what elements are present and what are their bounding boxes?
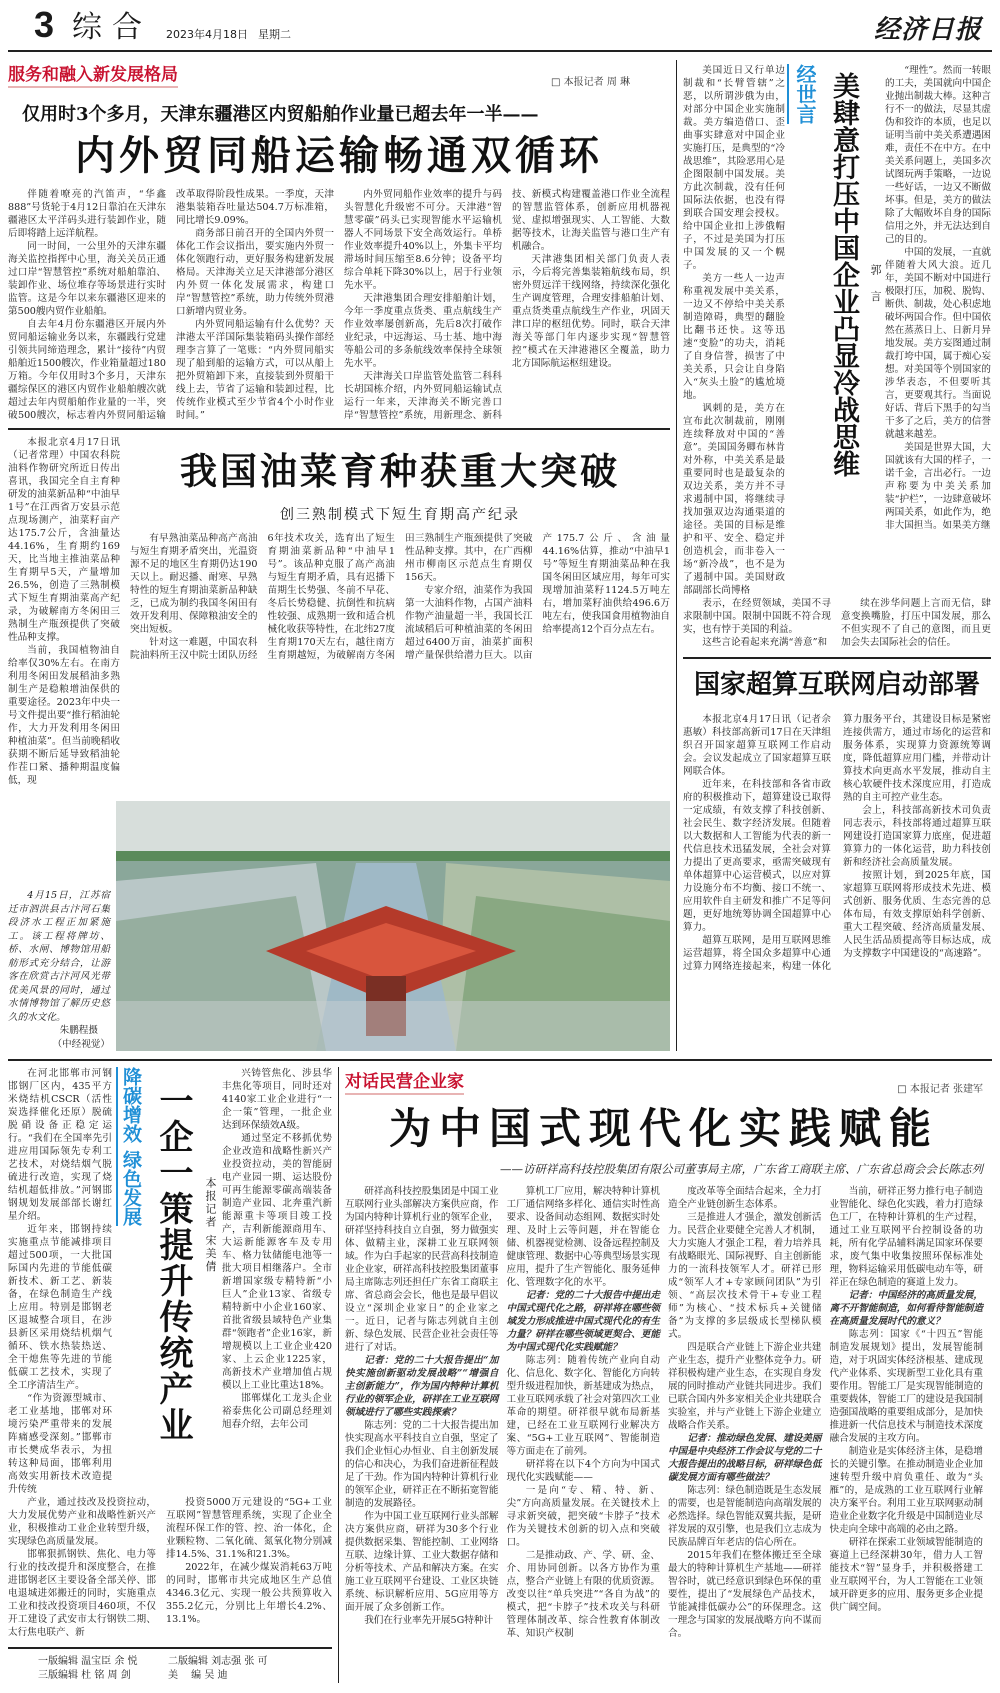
article-body xyxy=(683,713,991,973)
paragraph: “理性”。然而一转眼的工夫，美国就向中国企业抛出制裁大棒。这种言行不一的做法，尽显其虚伪和狡诈的本质，也足以证明当前中美关系遭遇困难，责任不在中方。在中美关系问题上，美国多次试图玩两手策略，一边说一些好话，一边又不断做坏事。但是，美方的做法除了大幅败坏自身的国际信用之外，并无法达到自己的目的。 xyxy=(885,65,991,245)
paragraph: 近年来，邯钢持续实施重点节能减排项目超过500项，一大批国际国内先进的节能低碳新技术、新工艺、新装备，在绿色制造生产线上应用。特别是邯钢老区退城整合项目，在涉县新区采用烧结机烟气循环、铁水热装热送、全干熄焦等先进的节能低碳工艺技术，实现了全工序清洁生产。 xyxy=(8,1224,112,1391)
paragraph: 同一时间，一公里外的天津东疆海关监控指挥中心里，海关关员正通过口岸“智慧管控”系统对船舶靠泊、装卸作业、场位堆存等场景进行实时监管。这是今年以来东疆港区迎来的第500艘内贸作业船舶。 xyxy=(8,241,166,317)
article-body-low2 xyxy=(166,1496,332,1639)
article-headline: 国家超算互联网启动部署 xyxy=(693,670,980,700)
page-section: 综合 xyxy=(72,10,153,45)
paragraph: 续在涉华问题上言而无信，肆意变换嘴脸，打压中国发展，那么不但实现不了自己的意图，而且更加会失去国际社会的信任。 xyxy=(841,598,991,648)
paragraph: 记者：中国经济的高质量发展，离不开智能制造，如何看待智能制造在高质量发展时代的意义？ xyxy=(829,1290,983,1327)
editor-line: 三版编辑 杜 铭 周 剑 xyxy=(38,1670,131,1681)
article-headline: 一企一策提升传统产业 xyxy=(153,1083,193,1443)
paragraph: 美国是世界大国，大国就该有大国的样子，一诺千金，言出必行。一边声称要为中美关系加装“护栏”，一边肆意破坏两国关系，如此作为，绝非大国担当。如果美方继 xyxy=(885,442,991,531)
paragraph: 算机工厂应用，解决特种计算机工厂通信网络多样化、通信实时性高要求、设备间动态组网、数据实时处理、及时上云等问题，并在智能仓储、机器视觉检测、设备远程控制及健康管理、数据中心等典型场景实现应用，提升了生产智能化、服务延伸化、管理数字化的水平。 xyxy=(506,1186,660,1288)
article-body-col2 xyxy=(222,1067,332,1496)
commentary xyxy=(683,64,991,597)
editor-line: 美 编 吴 迪 xyxy=(168,1670,228,1681)
article-body-col1 xyxy=(8,1067,112,1496)
editor-line: 二版编辑 刘志强 张 可 xyxy=(168,1656,268,1667)
paragraph: 作为中国工业互联网行业头部解决方案供应商，研祥为30多个行业提供数据采集、智能控制、工业网络互联、边缘计算、工业大数据存储和分析等技术、产品和解决方案。在实施工业互联网平台建设、工业区块链系统、标识解析应用、5G应用等方面开展了众多创新工作。 xyxy=(345,1511,499,1613)
rapeseed-main xyxy=(130,436,670,787)
photo-block xyxy=(8,801,670,1051)
byline: □ 本报记者 周 琳 xyxy=(551,77,630,88)
paragraph: 陈志列：绿色制造既是生态发展的需要，也是智能制造向高端发展的必然选择。绿色智能双翼共振，是研祥发展的双引擎，也是我们立志成为民族品牌百年老店的信心所在。 xyxy=(668,1485,822,1548)
paragraph: 在河北邯郸市河钢邯钢厂区内，435平方米烧结机CSCR（活性炭选择催化还原）脱硫脱硝设备正稳定运行。“我们在全国率先引进应用国际领先专利工艺技术，对烧结烟气脱硫进行改造，实现了烧结机超低排放。”河钢邯钢规划发展部部长谢红星介绍。 xyxy=(8,1068,112,1222)
paragraph: 超算互联网，是用互联网思维运营超算，将全国众多超算中心通过算力网络连接起来，构建一体化算力服务平台，其建设目标是紧密连接供需方，通过市场化的运营和服务体系，实现算力资源统筹调度，降低超算应用门槛，并带动计算技术向更高水平发展，推动自主核心软硬件技术深度应用，打造成熟的自主可控产业生态。 xyxy=(683,714,991,972)
paragraph: 陈志列：随着传统产业向自动化、信息化、数字化、智能化方向转型升级进程加快，新基建成为热点，工业互联网承载了社会对第四次工业革命的期望。研祥很早就布局新基建，已经在工业互联网行业解决方案、“5G+工业互联网”、智能制造等方面走在了前列。 xyxy=(506,1355,660,1457)
commentary-bottom-left xyxy=(683,597,831,649)
paragraph: 天津港集团相关部门负责人表示，今后将完善集装箱航线布局，织密外贸远洋干线网络，持续深化强化生产调度管理，合理安排船舶计划、重点货类重点航线生产作业，巩固天津口岸的枢纽优势。同时，联合天津海关等部门年内逐步实现“智慧管控”模式在天津港港区全覆盖，助力北方国际航运枢纽建设。 xyxy=(512,254,670,369)
byline: □ 本报记者 张建军 xyxy=(897,1084,983,1095)
editor-line: 一版编辑 温宝臣 余 悦 xyxy=(38,1656,138,1667)
commentary-left-col xyxy=(683,64,785,597)
article-kicker: 仅用时3个多月，天津东疆港区内贸船舶作业量已超去年一半—— xyxy=(22,104,539,125)
commentary-headline: 美肆意打压中国企业凸显冷战思维 xyxy=(828,72,859,477)
paragraph: 三是推进人才强企，激发创新活力。民营企业要健全完善人才机制，大力实施人才强企工程，着力培养具有战略眼光、国际视野、自主创新能力的一流科技领军人才。研祥已形成“领军人才+专家顾问团队”为引领、“高层次技术骨干+专业工程师”为核心、“技术标兵+关键储备”为支撑的多层级成长型梯队模式。 xyxy=(668,1212,822,1340)
top-half xyxy=(8,60,992,1051)
column-divider xyxy=(338,1067,339,1683)
footer-rule xyxy=(8,1647,332,1649)
paragraph: 研祥高科技控股集团是中国工业互联网行业头部解决方案供应商，作为国内特种计算机行业的领军企业，研祥坚持科技自立自强，努力做强实体、做精主业，深耕工业互联网领域。作为白手起家的民营高科技制造业企业家，研祥高科技控股集团董事局主席陈志列还担任广东省工商联主席、省总商会会长，他也是最早倡议设立“深圳企业家日”的企业家之一。近日，记者与陈志列就自主创新、绿色发展、民营企业社会责任等进行了对话。 xyxy=(345,1186,499,1353)
article-headline: 内外贸同船运输畅通双循环 xyxy=(75,133,603,179)
section-rule xyxy=(8,428,670,430)
right-column xyxy=(683,60,991,1051)
article-headline: 我国油菜育种获重大突破 xyxy=(180,449,620,493)
paragraph: 投资5000万元建设的“5G+工业互联网”智慧管理系统，实现了企业全流程环保工作的管、控、治一体化，企业颗粒物、二氧化硫、氮氧化物分别减排14.5%、31.1%和21.3%。 xyxy=(166,1497,332,1560)
paragraph: 研祥在探索工业领域智能制造的赛道上已经深耕30年，借力人工智能技术“智”显身手，并积极搭建工业互联网平台，为人工智能在工业领域开辟更多的应用、服务更多企业提供广阔空间。 xyxy=(829,1537,983,1613)
page-number: 3 xyxy=(34,4,55,45)
paragraph: 二是推动政、产、学、研、金、介、用协同创新。以各方协作为重点，整合产业链上有限的优质资源。改变以往“单兵突进”“各自为战”的模式，把“卡脖子”技术攻关与科研管理体制改革、综合性教育体制改革、知识产权制 xyxy=(506,1550,660,1639)
paragraph: 研祥将在以下4个方向为中国式现代化实践赋能—— xyxy=(506,1459,660,1483)
interview-article xyxy=(345,1067,983,1683)
article-header xyxy=(345,1067,983,1095)
paragraph: 2015年我们在整体搬迁至全球最大的特种计算机生产基地——研祥智谷时，就已经意识到绿色环保的重要性，提出了“发展绿色产品技术，节能减排低碳办公”的环保理念。这一理念与国家的发展战略方向不谋而合。 xyxy=(668,1550,822,1639)
paragraph: 度改革等全面结合起来，全力打造全产业链创新生态体系。 xyxy=(668,1186,822,1210)
paragraph: 邯郸煤化工龙头企业裕泰焦化公司副总经理刘旭春介绍，去年公司 xyxy=(222,1393,332,1430)
paragraph: 伴随着嘹亮的汽笛声，“华鑫888”号货轮于4月12日靠泊在天津东疆港区太平洋码头进行装卸作业，随后即将踏上远洋航程。 xyxy=(8,189,166,239)
article-header xyxy=(8,60,670,88)
interview-columns xyxy=(345,1185,983,1640)
paragraph: 记者：党的二十大报告提出“加快实施创新驱动发展战略”“增强自主创新能力”，作为国内特种计算机行业的领军企业，研祥在工业互联网领域进行了哪些实践探索？ xyxy=(345,1355,499,1418)
commentary-title-block xyxy=(785,64,885,597)
handan-article xyxy=(8,1067,332,1683)
handan-upper xyxy=(8,1067,332,1496)
paragraph: 当前，研祥正努力推行电子制造业智能化、绿色化实践，着力打造绿色工厂，在特种计算机的生产过程，通过工业互联网平台控制设备的功耗，所有化学品辅料满足国家环保要求，废气集中收集按照环保标准处理，物料运输采用低碳电动车等，研祥正在绿色制造的赛道上发力。 xyxy=(829,1186,983,1288)
commentary-bottom xyxy=(683,597,991,649)
paragraph: 本报北京4月17日讯（记者佘惠敏）科技部高新司17日在天津组织召开国家超算互联网工作启动会。会议发起成立了国家超算互联网联合体。 xyxy=(683,714,831,777)
column-divider xyxy=(676,60,677,1051)
photo-credit: 朱鹏程摄 xyxy=(59,1025,98,1036)
bottom-half xyxy=(8,1067,992,1683)
paragraph: 一是向“专、精、特、新、尖”方向高质量发展。在关键技术上寻求新突破，把突破“卡脖子”技术作为关键技术创新的切入点和突破口。 xyxy=(506,1485,660,1548)
paragraph: 有早熟油菜品种高产高油与短生育期矛盾突出，光温资源不足的地区生育期仍达190天以上。耐迟播、耐寒、早熟特性的短生育期油菜新品种缺乏，已成为制约我国冬闲田有效开发利用、保障粮油安全的突出短板。 xyxy=(130,533,258,635)
issue-weekday: 星期二 xyxy=(258,28,292,41)
article-body-low1 xyxy=(8,1496,156,1639)
paragraph: 2022年，在减少煤炭消耗63万吨的同时，邯郸市共完成地区生产总值4346.3亿元、实现一般公共预算收入355.2亿元，分别比上年增长4.2%、13.1%。 xyxy=(166,1562,332,1625)
paragraph: 按照计划，到2025年底，国家超算互联网将形成技术先进、模式创新、服务优质、生态完善的总体布局，有效支撑原始科学创新、重大工程突破、经济高质量发展、人民生活品质提高等目标达成，成为支撑数字中国建设的“高速路”。 xyxy=(843,870,991,959)
article-body xyxy=(130,532,670,662)
article-subtitle: 创三熟制模式下短生育期高产纪录 xyxy=(280,507,520,523)
paragraph: 记者：党的二十大报告中提出走中国式现代化之路，研祥将在哪些领域发力形成推进中国式现代化的有生力量？研祥在哪些领域更契合、更能为中国式现代化实践赋能？ xyxy=(506,1290,660,1353)
paragraph: 会上，科技部高新技术司负责同志表示，科技部将通过超算互联网建设打造国家算力底座，促进超算算力的一体化运营，助力科技创新和经济社会高质量发展。 xyxy=(843,805,991,868)
paragraph: 美方一些人一边声称重视发展中美关系，一边又不停给中美关系制造障碍，典型的翻脸比翻书还快。这等迅速“变脸”的功夫，消耗了自身信誉，损害了中美关系，只会让自身陷入“灰头土脸”的尴尬境地。 xyxy=(683,273,785,401)
paragraph: 表示，在经贸领域，美国不寻求限制中国。限制中国既不符合现实，也有悖于美国的利益。 xyxy=(683,598,831,635)
section-rule xyxy=(8,1059,992,1061)
paragraph: 美国近日又行单边制裁和“长臂管辖”之恶，以所谓涉俄为由，对部分中国企业实施制裁。美方编造借口、歪曲事实肆意对中国企业实施打压，是典型的“冷战思维”，其险恶用心是企图限制中国发展。美方此次制裁，没有任何国际法依据，也没有得到联合国安理会授权。给中国企业扣上涉俄帽子，不过是美国为打压中国发展的又一个幌子。 xyxy=(683,65,785,271)
column-tag: 经世言 xyxy=(787,64,820,124)
newspaper-logo: 经济日报 xyxy=(873,15,982,45)
article-body-col3 xyxy=(668,1185,822,1640)
caption-text: 4月15日，江苏宿迁市泗洪县古汴河石集段济水工程正加紧施工。该工程将牌坊、桥、水闸、博物馆用船舫形式充分结合，让游客在欣赏古汴河风光带优美风景的同时，通过水情博物馆了解历史悠久的水文化。 xyxy=(8,890,110,1023)
article-lead xyxy=(8,436,120,787)
paragraph: 讽刺的是，美方在宣布此次制裁前，刚刚连续释放对中国的“善意”。美国国务卿布林肯对外称，中美关系是最重要同时也是最复杂的双边关系，美方并不寻求遏制中国，将继续寻找加强双边沟通渠道的途径。美国的目标是维护和平、安全、稳定并创造机会，而非卷入一场“新冷战”，也不是为了遏制中国。美国财政部副部长尚博格 xyxy=(683,403,785,596)
paragraph: 记者：推动绿色发展、建设美丽中国是中央经济工作会议与党的二十大报告提出的战略目标，研祥绿色低碳发展方面有哪些做法？ xyxy=(668,1433,822,1483)
byline: 本报记者 宋美倩 xyxy=(204,1177,217,1274)
photo-agency: （中经视觉） xyxy=(52,1038,110,1050)
article-body-col4 xyxy=(830,1185,984,1640)
paragraph: 本报北京4月17日讯（记者常理）中国农科院油料作物研究所近日传出喜讯，我国完全自主育种研发的油菜新品种“中油早1号”在江西省万安县示范点现场测产，油菜籽亩产达175.7公斤，含油量达44.16%，生育期约169天，比当地主推油菜品种生育期早5天，产量增加26.5%，创造了三熟制模式下短生育期油菜高产纪录，为破解南方冬闲田三熟制生产瓶颈提供了突破性品种支撑。 xyxy=(8,437,120,643)
paragraph: 我们在行业率先开展5G特种计 xyxy=(364,1615,494,1626)
paragraph: 自去年4月份东疆港区开展内外贸同船运输业务以来，东疆践行党建引领共同缔造理念，累计“接待”内贸船舶近1500艘次，作业箱量超过180万箱。今年仅用时3个多月，天津东疆综保区的港区内贸作业船舶艘次就超过去年内贸船舶作业量的一半，突破500艘次，标志着内外贸同船运输改革取得阶段性成果。一季度，天津港集装箱吞吐量达504.7万标准箱，同比增长9.09%。 xyxy=(8,189,334,421)
section-rule xyxy=(683,657,991,659)
article-subtitle: ——访研祥高科技控股集团有限公司董事局主席，广东省工商联主席、广东省总商会会长陈志列 xyxy=(500,1162,983,1176)
editor-credits xyxy=(8,1655,332,1683)
paragraph: 通过坚定不移抓优势企业改造和战略性新兴产业投资拉动，美的智能厨电产业园一期、运达股份可再生能源零碳高端装备制造产业园、北奔重汽新能源重卡等项目竣工投产，吉利新能源商用车、大运新能源客车及专用车、格力钛储能电池等一批大项目相继落户。全市新增国家级专精特新“小巨人”企业13家、省级专精特新中小企业160家、首批省级县域特色产业集群“领跑者”企业16家，新增规模以上工业企业420家、上云企业1225家，高新技术产业增加值占规模以上工业比重达18%。 xyxy=(222,1133,332,1391)
masthead xyxy=(8,0,992,50)
column-tag: 降碳增效 绿色发展 xyxy=(116,1067,145,1226)
paragraph: 中国的发展，一直就伴随着大风大浪。近几年，美国不断对中国进行极限打压，加税、脱钩、断供、制裁，处心积虑地破坏两国合作。但中国依然在蒸蒸日上、日新月异地发展。美方妄图通过制裁打垮中国，属于痴心妄想。对美国等个别国家的涉华表态，不但要听其言，更要观其行。当面说好话、背后下黑手的勾当干多了之后，美方的信誉就越来越差。 xyxy=(885,247,991,440)
paragraph: 专家介绍，油菜作为我国第一大油料作物，占国产油料作物产油量超一半，我国长江流域稻后可种植油菜的冬闲田超过6400万亩，油菜扩面积增产量保供给潜力巨大。以亩产175.7公斤、含油量44.16%估算，推动“中油早1号”等短生育期油菜品种在我国冬闲田区域应用，每年可实现增加油菜籽1124.5万吨左右，增加菜籽油供给496.6万吨左右，使我国食用植物油自给率提高12个百分点左右。 xyxy=(405,533,670,661)
commentary-bottom-right xyxy=(841,597,991,649)
commentary-author: 郭 言 xyxy=(869,264,882,308)
article-body-col1 xyxy=(345,1185,499,1640)
paragraph: 兴铸管焦化、涉县华丰焦化等项目，同时还对4140家工业企业进行“一企一策”管理，一批企业达到环保绩效A级。 xyxy=(222,1068,332,1131)
paragraph: 四是联合产业链上下游企业共建产业生态，提升产业整体竞争力。研祥积极构建产业生态，在实现自身发展的同时推动产业链共同进步。我们已联合国内外多家相关企业共建联合实验室，并与产业链上下游企业建立战略合作关系。 xyxy=(668,1342,822,1431)
paragraph: “作为资源型城市、老工业基地，邯郸对环境污染严重带来的发展阵痛感受深刻。”邯郸市市长樊成华表示，为扭转这种局面，邯郸利用高效实用新技术改造提升传统 xyxy=(8,1393,112,1495)
section-label: 对话民营企业家 xyxy=(345,1067,464,1095)
handan-lower xyxy=(8,1496,332,1639)
paragraph: 天津海关口岸监管处监管二科科长胡国栋介绍，内外贸同船运输试点运行一年来，天津海关不断完善口岸“智慧管控”系统，用新理念、新科技、新模式构建覆盖港口作业全流程的智慧监管体系，创新应用机器视觉、虚拟增强现实、人工智能、大数据等技术，让海关监管与港口生产有机融合。 xyxy=(344,189,670,421)
paragraph: 产业，通过技改及投资拉动，大力发展优势产业和战略性新兴产业，积极推动工业企业转型升级，实现绿色高质量发展。 xyxy=(8,1497,156,1547)
paragraph: 邯郸狠抓钢铁、焦化、电力等行业的技改提升和深度整合，在推进邯钢老区主要设备全部关停、邯电退城进郊搬迁的同时，实施重点工业和技改投资项目460项，不仅开工建设了武安市太行钢铁二期、太行焦电联产、新 xyxy=(8,1549,156,1638)
paragraph: 这些言论看起来充满“善意”和 xyxy=(702,637,828,648)
article-body-col2 xyxy=(507,1185,661,1640)
commentary-right-col xyxy=(885,64,991,597)
masthead-rule xyxy=(8,50,992,52)
paragraph: 陈志列：国家《“十四五”智能制造发展规划》提出，发展智能制造，对于巩固实体经济根基、建成现代产业体系、实现新型工业化具有重要作用。智能工厂是实现智能制造的重要载体，智能工厂的建设是我国制造强国战略的重要组成部分，是加快推进新一代信息技术与制造技术深度融合发展的主攻方向。 xyxy=(829,1329,983,1444)
photo-caption xyxy=(8,889,110,1051)
article-body xyxy=(8,188,670,422)
paragraph: 当前，我国植物油自给率仅30%左右。在南方利用冬闲田发展稻油多熟制生产是稳粮增油保供的重要途径。2023年中央一号文件提出要“推行稻油轮作，大力开发利用冬闲田种植油菜”。但当前晚稻收获期不断后延导致稻油轮作茬口紧、播种期温度偏低，现 xyxy=(8,645,120,786)
paragraph: 针对这一难题，中国农科院油料所王汉中院士团队历经6年技术攻关，选育出了短生育期油菜新品种“中油早1号”。该品种克服了高产高油与短生育期矛盾，具有迟播下苗期生长势强、冬前不早花、冬后长势稳健、抗倒性和抗病性较强、成熟期一致和适合机械化收获等特性，在北纬27度生育期170天左右，越往南方生育期越短，为破解南方冬闲田三熟制生产瓶颈提供了突破性品种支撑。其中，在广西柳州市柳南区示范点生育期仅156天。 xyxy=(130,533,533,661)
paragraph: 商务部日前召开的全国内外贸一体化工作会议指出，要实施内外贸一体化领跑行动，更好服务构建新发展格局。天津海关立足天津港部分港区内外贸一体化发展需求，构建口岸“智慧管控”系统，助力传统外贸港口新增内贸业务。 xyxy=(176,228,334,317)
paragraph: 天津港集团合理安排船舶计划，今年一季度重点货类、重点航线生产作业效率屡创新高，先后8次打破作业纪录，中远海运、马士基、地中海等船公司的多条航线效率保持全球领先水平。 xyxy=(344,293,502,369)
paragraph: 制造业是实体经济主体，是稳增长的关键引擎。在推动制造业企业加速转型升级中肩负重任、敢为“头雁”的，是成熟的工业互联网行业解决方案平台。利用工业互联网驱动制造业企业数字化升级是中国制造业尽快走向全球中高端的必由之路。 xyxy=(829,1446,983,1535)
news-photo xyxy=(116,801,670,1051)
paragraph: 近年来，在科技部和各省市政府的积极推动下，超算建设已取得一定成绩，有效支撑了科技创新、社会民生、数字经济发展。但随着以大数据和人工智能为代表的新一代信息技术迅猛发展，全社会对算力提出了更高要求，亟需突破现有单体超算中心运营模式，以应对算力设施分布不均衡、接口不统一、应用软件自主研发和推广不足等问题，更好地统筹协调全国超算中心算力。 xyxy=(683,779,831,933)
section-label: 服务和融入新发展格局 xyxy=(8,60,178,88)
paragraph: 内外贸同船运输有什么优势？天津港太平洋国际集装箱码头操作部经理李言算了一笔账：“内外贸同船实现了船到船的运输方式，可以从船上把外贸箱卸下来，直接装到外贸船干线上去，节省了运输和装卸过程，比传统作业模式至少节省4个小时作业时间。” xyxy=(176,319,334,421)
article-headline: 为中国式现代化实践赋能 xyxy=(388,1104,939,1153)
main-column xyxy=(8,60,670,1051)
paragraph: 内外贸同船作业效率的提升与码头智慧化升级密不可分。天津港“智慧零碳”码头已实现智能水平运输机器人不同场景下安全高效运行。单桥作业效率提升40%以上，外集卡平均滞场时间压缩至8.6分钟；设备平均综合单耗下降30%以上，居于行业领先水平。 xyxy=(344,189,502,291)
paragraph: 陈志列：党的二十大报告提出加快实现高水平科技自立自强，坚定了我们企业恒心办恒业、自主创新发展的信心和决心，为我们奋进新征程鼓足了干劲。作为国内特种计算机行业的领军企业，研祥正在不断拓宽智能制造的发展路径。 xyxy=(345,1420,499,1509)
issue-date: 2023年4月18日 xyxy=(166,28,249,41)
rapeseed-article xyxy=(8,436,670,787)
